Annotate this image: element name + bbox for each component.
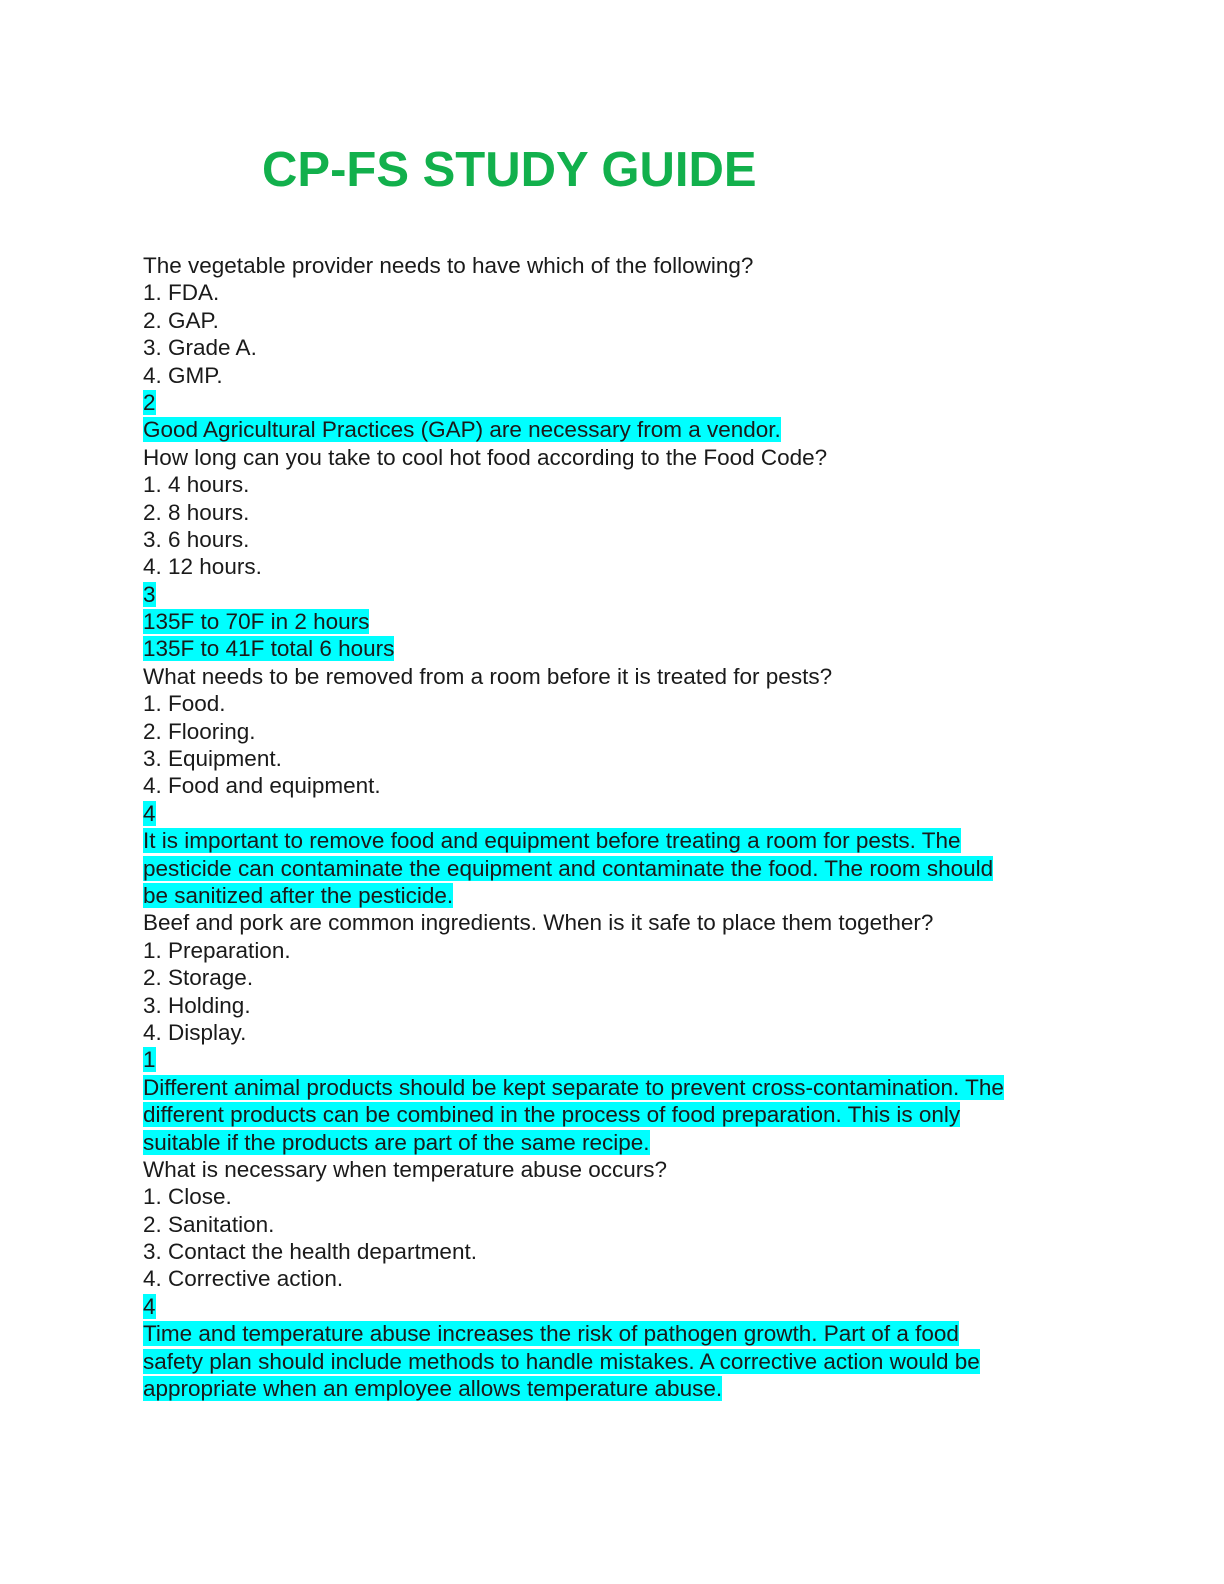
question-text: The vegetable provider needs to have which of the following? — [143, 253, 754, 278]
answer-explanation: be sanitized after the pesticide. — [143, 882, 454, 908]
correct-answer: 4 — [143, 1293, 156, 1319]
question-block — [143, 909, 1073, 1156]
answer-explanation: appropriate when an employee allows temperature abuse. — [143, 1376, 723, 1402]
answer-explanation: different products can be combined in the process of food preparation. This is only — [143, 1102, 961, 1128]
answer-option: 2. GAP. — [143, 307, 219, 333]
question-block — [143, 663, 1073, 910]
question-block — [143, 252, 1073, 444]
page-title: CP-FS STUDY GUIDE — [262, 143, 757, 197]
answer-explanation: 135F to 41F total 6 hours — [143, 636, 395, 662]
answer-explanation: pesticide can contaminate the equipment and contaminate the food. The room should — [143, 855, 994, 881]
question-block — [143, 444, 1073, 663]
answer-option: 4. Food and equipment. — [143, 773, 381, 799]
answer-option: 3. Contact the health department. — [143, 1239, 477, 1265]
answer-explanation: Time and temperature abuse increases the risk of pathogen growth. Part of a food — [143, 1321, 959, 1347]
answer-option: 3. 6 hours. — [143, 526, 250, 552]
question-block — [143, 1156, 1073, 1403]
correct-answer: 1 — [143, 1047, 156, 1073]
answer-explanation: safety plan should include methods to handle mistakes. A corrective action would be — [143, 1348, 980, 1374]
answer-explanation: suitable if the products are part of the same recipe. — [143, 1129, 650, 1155]
answer-explanation: Different animal products should be kept separate to prevent cross-contamination. The — [143, 1074, 1004, 1100]
study-guide-content — [143, 252, 1073, 1402]
correct-answer: 4 — [143, 800, 156, 826]
answer-explanation: It is important to remove food and equipment before treating a room for pests. The — [143, 828, 961, 854]
answer-option: 4. GMP. — [143, 362, 223, 388]
correct-answer: 3 — [143, 581, 156, 607]
question-text: What needs to be removed from a room before it is treated for pests? — [143, 663, 833, 689]
answer-option: 2. Storage. — [143, 965, 254, 991]
correct-answer: 2 — [143, 389, 156, 415]
question-text: What is necessary when temperature abuse occurs? — [143, 1156, 668, 1182]
answer-option: 1. FDA. — [143, 280, 220, 306]
answer-option: 1. Close. — [143, 1184, 232, 1210]
question-text: How long can you take to cool hot food according to the Food Code? — [143, 444, 828, 470]
answer-explanation: Good Agricultural Practices (GAP) are necessary from a vendor. — [143, 417, 781, 443]
answer-option: 2. Flooring. — [143, 718, 256, 744]
answer-option: 2. Sanitation. — [143, 1211, 275, 1237]
answer-option: 1. 4 hours. — [143, 472, 250, 498]
answer-option: 2. 8 hours. — [143, 499, 250, 525]
answer-option: 3. Equipment. — [143, 746, 282, 772]
answer-option: 1. Preparation. — [143, 937, 291, 963]
answer-option: 4. Corrective action. — [143, 1266, 344, 1292]
answer-option: 4. Display. — [143, 1019, 247, 1045]
answer-option: 3. Grade A. — [143, 335, 257, 361]
answer-option: 4. 12 hours. — [143, 554, 262, 580]
answer-explanation: 135F to 70F in 2 hours — [143, 609, 370, 635]
answer-option: 1. Food. — [143, 691, 226, 717]
answer-option: 3. Holding. — [143, 992, 251, 1018]
question-text: Beef and pork are common ingredients. When is it safe to place them together? — [143, 910, 934, 936]
